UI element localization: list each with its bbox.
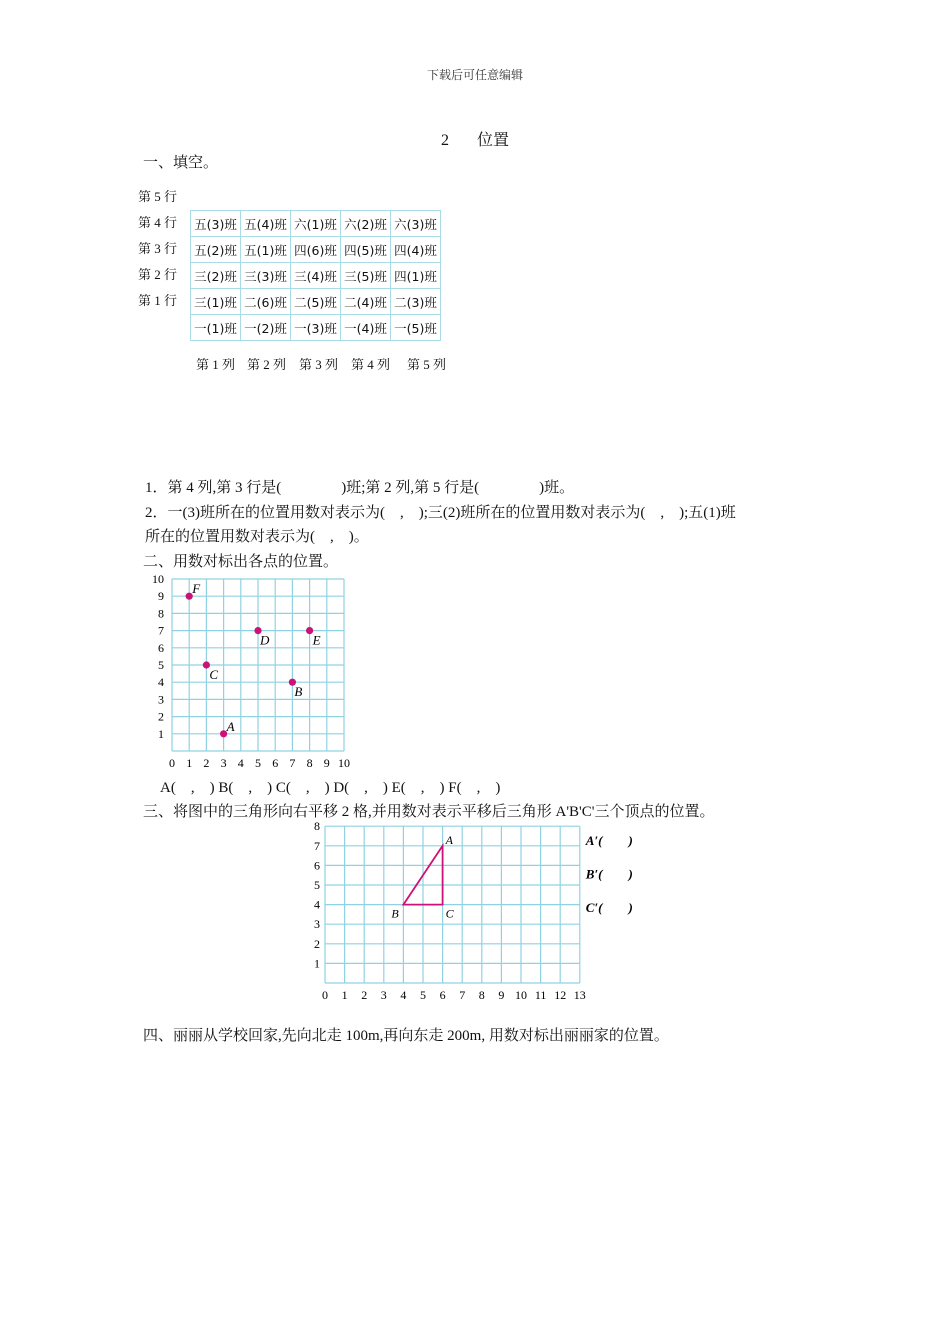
point-label-d: D xyxy=(260,632,270,648)
x-tick-label: 8 xyxy=(306,756,313,770)
y-tick-label: 4 xyxy=(158,675,164,690)
section3-heading: 三、将图中的三角形向右平移 2 格,并用数对表示平移后三角形 A'B'C'三个顶点的位置。 xyxy=(143,804,715,820)
row-label-4: 第 4 行 xyxy=(138,215,178,230)
col-label-3: 第 3 列 xyxy=(299,357,339,372)
x-tick-label: 9 xyxy=(498,988,505,1002)
x-tick-label: 13 xyxy=(573,988,586,1002)
x-tick-label: 0 xyxy=(169,756,175,770)
row-label-2: 第 2 行 xyxy=(138,267,178,282)
point-label-b: B xyxy=(294,684,303,700)
grid-cell: 四(5)班 xyxy=(341,237,391,263)
answer-0: A′( ) xyxy=(585,833,633,848)
y-tick-label: 5 xyxy=(314,878,320,892)
x-tick-label: 3 xyxy=(380,988,387,1002)
grid-cell: 二(6)班 xyxy=(241,289,291,315)
grid-cell: 六(2)班 xyxy=(341,211,391,237)
grid-cell: 四(6)班 xyxy=(291,237,341,263)
y-tick-label: 1 xyxy=(314,956,320,971)
grid-cell: 一(3)班 xyxy=(291,315,341,341)
col-label-1: 第 1 列 xyxy=(196,357,236,372)
grid-cell: 三(4)班 xyxy=(291,263,341,289)
x-tick-label: 11 xyxy=(534,988,547,1002)
section1-heading: 一、填空。 xyxy=(143,155,219,171)
x-tick-label: 1 xyxy=(186,756,193,770)
grid-cell: 一(4)班 xyxy=(341,315,391,341)
grid-cell: 二(3)班 xyxy=(391,289,441,315)
x-tick-label: 8 xyxy=(478,988,485,1002)
point-label-c: C xyxy=(209,667,219,682)
x-tick-label: 7 xyxy=(289,756,296,770)
col-label-2: 第 2 列 xyxy=(247,357,287,372)
y-tick-label: 7 xyxy=(314,838,320,853)
vertex-label-b: B xyxy=(391,906,399,921)
grid-cell: 五(1)班 xyxy=(241,237,291,263)
title-number: 2 xyxy=(440,132,449,149)
row-label-5: 第 5 行 xyxy=(138,189,178,204)
x-tick-label: 12 xyxy=(554,988,567,1002)
question-1: 1．第 4 列,第 3 行是( )班;第 2 列,第 5 行是( )班。 xyxy=(145,480,575,496)
question-2-line2: 所在的位置用数对表示为( , )。 xyxy=(145,529,369,545)
vertex-label-a: A xyxy=(445,832,453,847)
grid-cell: 二(4)班 xyxy=(341,289,391,315)
y-tick-label: 7 xyxy=(158,623,164,638)
grid-cell: 三(1)班 xyxy=(191,289,241,315)
x-tick-label: 6 xyxy=(272,756,279,770)
y-tick-label: 6 xyxy=(314,858,320,873)
grid-cell: 四(1)班 xyxy=(391,263,441,289)
x-tick-label: 0 xyxy=(322,988,328,1002)
x-tick-label: 7 xyxy=(459,988,466,1002)
col-label-5: 第 5 列 xyxy=(407,357,447,372)
point-label-e: E xyxy=(312,632,321,648)
section4-heading: 四、丽丽从学校回家,先向北走 100m,再向东走 200m, 用数对标出丽丽家的位置。 xyxy=(143,1028,669,1044)
row-label-3: 第 3 行 xyxy=(138,241,178,256)
x-tick-label: 5 xyxy=(255,756,261,770)
grid-cell: 四(4)班 xyxy=(391,237,441,263)
y-tick-label: 3 xyxy=(314,917,320,932)
seating-grid xyxy=(190,210,441,341)
grid-cell: 三(5)班 xyxy=(341,263,391,289)
grid-row xyxy=(191,315,441,341)
y-tick-label: 4 xyxy=(314,897,320,912)
x-tick-label: 10 xyxy=(338,756,350,770)
x-tick-label: 3 xyxy=(220,756,227,770)
title-text: 位置 xyxy=(476,132,509,149)
y-tick-label: 5 xyxy=(158,658,164,672)
point-label-a: A xyxy=(226,718,235,734)
grid-cell: 二(5)班 xyxy=(291,289,341,315)
answer-2: C′( ) xyxy=(585,900,633,915)
section2-heading: 二、用数对标出各点的位置。 xyxy=(143,554,339,570)
x-tick-label: 1 xyxy=(341,988,348,1002)
question-2-line1: 2．一(3)班所在的位置用数对表示为( , );三(2)班所在的位置用数对表示为( , );五(1)班 xyxy=(145,505,736,521)
row-label-1: 第 1 行 xyxy=(138,293,178,308)
col-label-4: 第 4 列 xyxy=(351,357,391,372)
x-tick-label: 6 xyxy=(439,988,446,1002)
y-tick-label: 2 xyxy=(158,709,164,724)
y-tick-label: 10 xyxy=(152,572,164,586)
x-tick-label: 10 xyxy=(515,988,527,1002)
y-tick-label: 8 xyxy=(314,819,320,834)
grid-row xyxy=(191,263,441,289)
grid-row xyxy=(191,211,441,237)
y-tick-label: 9 xyxy=(158,589,164,604)
grid-row xyxy=(191,289,441,315)
y-tick-label: 1 xyxy=(158,726,164,741)
x-tick-label: 4 xyxy=(237,756,244,770)
x-tick-label: 5 xyxy=(420,988,426,1002)
grid-cell: 五(4)班 xyxy=(241,211,291,237)
grid-cell: 五(2)班 xyxy=(191,237,241,263)
x-tick-label: 9 xyxy=(323,756,330,770)
grid-cell: 六(3)班 xyxy=(391,211,441,237)
grid-cell: 五(3)班 xyxy=(191,211,241,237)
point-label-f: F xyxy=(192,581,201,597)
y-tick-label: 2 xyxy=(314,936,320,951)
x-tick-label: 2 xyxy=(203,756,210,770)
page-title xyxy=(0,127,950,150)
y-tick-label: 6 xyxy=(158,640,164,655)
grid-cell: 三(2)班 xyxy=(191,263,241,289)
coordinate-grid-points xyxy=(130,570,370,776)
page-header: 下载后可任意编辑 xyxy=(426,68,523,82)
y-tick-label: 3 xyxy=(158,692,164,707)
grid-cell: 六(1)班 xyxy=(291,211,341,237)
grid-cell: 一(2)班 xyxy=(241,315,291,341)
grid-cell: 一(1)班 xyxy=(191,315,241,341)
y-tick-label: 8 xyxy=(158,606,164,621)
answer-1: B′( ) xyxy=(585,866,633,882)
section2-answers: A( , ) B( , ) C( , ) D( , ) E( , ) F( , ) xyxy=(160,780,501,796)
grid-row xyxy=(191,237,441,263)
vertex-label-c: C xyxy=(445,906,454,921)
x-tick-label: 4 xyxy=(400,988,407,1002)
grid-cell: 一(5)班 xyxy=(391,315,441,341)
x-tick-label: 2 xyxy=(361,988,368,1002)
grid-cell: 三(3)班 xyxy=(241,263,291,289)
coordinate-grid-triangle xyxy=(305,818,650,1004)
